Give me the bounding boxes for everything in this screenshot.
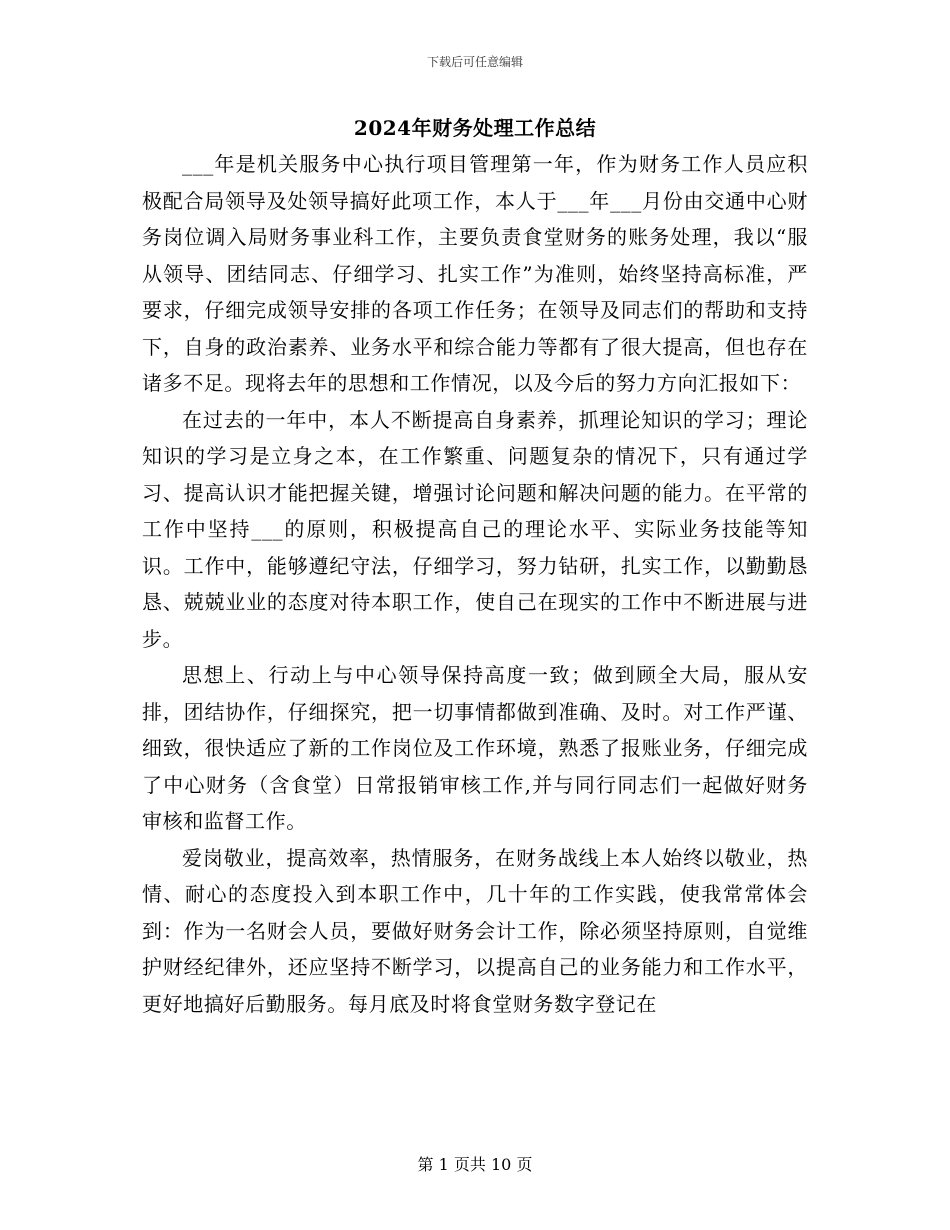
page-header-note: 下载后可任意编辑 [426,55,523,69]
paragraph-3: 思想上、行动上与中心领导保持高度一致；做到顾全大局，服从安排，团结协作，仔细探究，把一切事情都做到准确、及时。对工作严谨、细致，很快适应了新的工作岗位及工作环境，熟悉了报账业务，仔细完成了中心财务（含食堂）日常报销审核工作,并与同行同志们一起做好财务审核和监督工作。 [142,663,808,833]
paragraph-1: ___年是机关服务中心执行项目管理第一年，作为财务工作人员应积极配合局领导及处领导搞好此项工作，本人于___年___月份由交通中心财务岗位调入局财务事业科工作，主要负责食堂财务的账务处理，我以“服从领导、团结同志、仔细学习、扎实工作”为准则，始终坚持高标准，严要求，仔细完成领导安排的各项工作任务；在领导及同志们的帮助和支持下，自身的政治素养、业务水平和综合能力等都有了很大提高，但也存在诸多不足。现将去年的思想和工作情况，以及今后的努力方向汇报如下： [142,152,808,395]
paragraph-4: 爱岗敬业，提高效率，热情服务，在财务战线上本人始终以敬业，热情、耐心的态度投入到本职工作中，几十年的工作实践，使我常常体会到：作为一名财会人员，要做好财务会计工作，除必须坚持原则，自觉维护财经纪律外，还应坚持不断学习，以提高自己的业务能力和工作水平，更好地搞好后勤服务。每月底及时将食堂财务数字登记在 [142,845,808,1016]
paragraph-2: 在过去的一年中，本人不断提高自身素养，抓理论知识的学习；理论知识的学习是立身之本，在工作繁重、问题复杂的情况下，只有通过学习、提高认识才能把握关键，增强讨论问题和解决问题的能力。在平常的工作中坚持___的原则，积极提高自己的理论水平、实际业务技能等知识。工作中，能够遵纪守法，仔细学习，努力钻研，扎实工作，以勤勤恳恳、兢兢业业的态度对待本职工作，使自己在现实的工作中不断进展与进步。 [142,407,808,651]
document-body [142,146,808,1022]
document-title: 2024年财务处理工作总结 [353,116,597,140]
page-number-footer: 第 1 页共 10 页 [417,1155,533,1174]
